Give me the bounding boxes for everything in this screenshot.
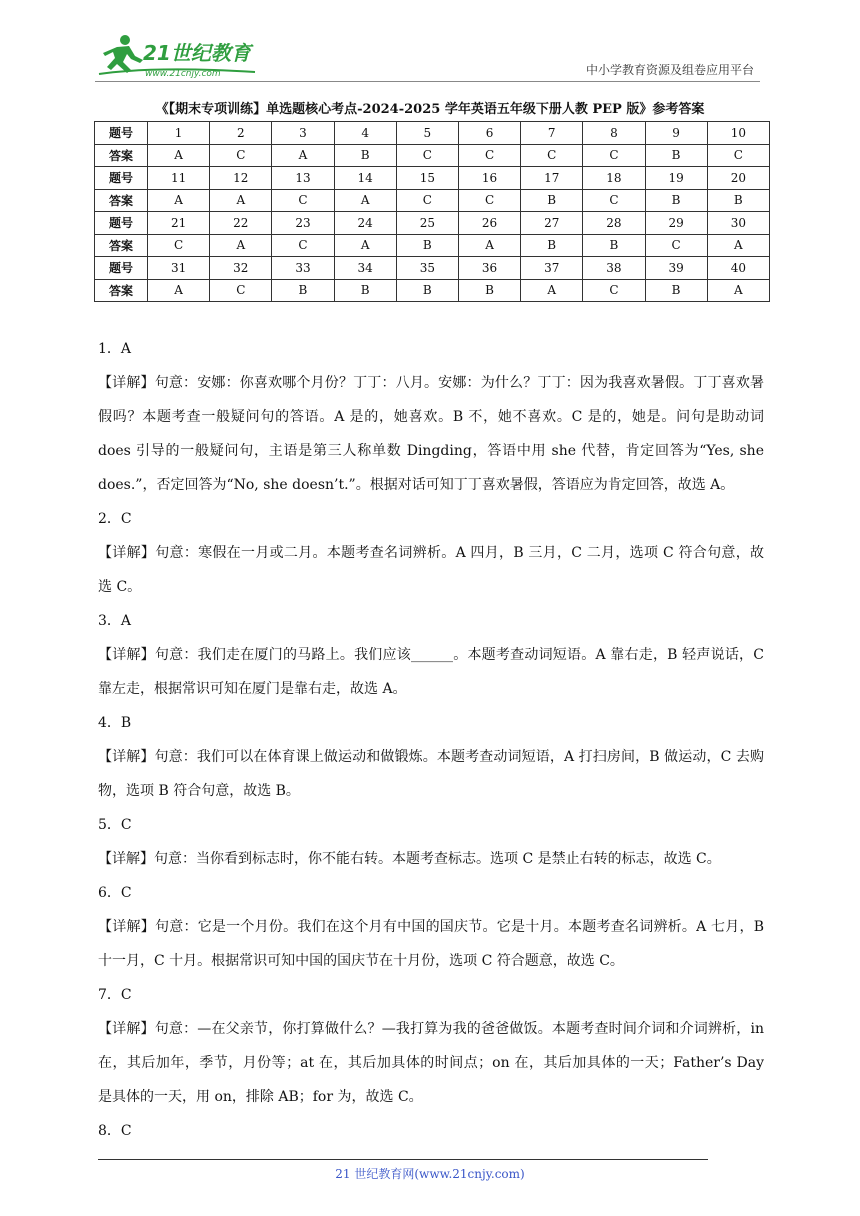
answer-cell: C bbox=[272, 234, 334, 257]
answer-cell: A bbox=[272, 144, 334, 167]
row-label: 答案 bbox=[95, 189, 148, 212]
question-number-cell: 24 bbox=[334, 212, 396, 235]
answer-cell: A bbox=[334, 189, 396, 212]
row-label: 答案 bbox=[95, 144, 148, 167]
answer-cell: C bbox=[521, 144, 583, 167]
question-number-cell: 13 bbox=[272, 167, 334, 190]
answer-cell: A bbox=[148, 144, 210, 167]
question-number-cell: 26 bbox=[458, 212, 520, 235]
answer-cell: C bbox=[272, 189, 334, 212]
question-number-cell: 6 bbox=[458, 122, 520, 145]
question-number-cell: 21 bbox=[148, 212, 210, 235]
explanations bbox=[98, 332, 764, 1148]
header-divider bbox=[95, 81, 760, 82]
question-answer-heading: 3．A bbox=[98, 613, 132, 629]
question-answer-heading: 7．C bbox=[98, 987, 132, 1003]
question-number-cell: 15 bbox=[396, 167, 458, 190]
answer-table bbox=[94, 121, 770, 302]
answer-cell: C bbox=[396, 189, 458, 212]
question-number-cell: 34 bbox=[334, 257, 396, 280]
row-label: 题号 bbox=[95, 212, 148, 235]
answer-cell: B bbox=[396, 234, 458, 257]
logo-21cnjy bbox=[95, 30, 265, 80]
answer-cell: A bbox=[707, 234, 769, 257]
answer-cell: C bbox=[583, 279, 645, 302]
answer-cell: B bbox=[521, 189, 583, 212]
answer-row bbox=[95, 144, 770, 167]
question-answer-heading: 1．A bbox=[98, 341, 132, 357]
question-number-cell: 17 bbox=[521, 167, 583, 190]
question-answer-heading: 4．B bbox=[98, 715, 132, 731]
question-number-cell: 12 bbox=[210, 167, 272, 190]
question-number-cell: 18 bbox=[583, 167, 645, 190]
answer-cell: C bbox=[458, 144, 520, 167]
question-number-row bbox=[95, 212, 770, 235]
row-label: 题号 bbox=[95, 167, 148, 190]
answer-cell: A bbox=[210, 189, 272, 212]
question-answer-heading: 6．C bbox=[98, 885, 132, 901]
question-number-cell: 2 bbox=[210, 122, 272, 145]
explanation-text: 【详解】句意：它是一个月份。我们在这个月有中国的国庆节。它是十月。本题考查名词辨析。A 七月，B 十一月，C 十月。根据常识可知中国的国庆节在十月份，选项 C 符合题意，故选 C。 bbox=[98, 919, 764, 969]
question-number-cell: 38 bbox=[583, 257, 645, 280]
document-title: 《【期末专项训练】单选题核心考点-2024-2025 学年英语五年级下册人教 PEP 版》参考答案 bbox=[155, 102, 705, 117]
answer-cell: C bbox=[458, 189, 520, 212]
question-number-cell: 37 bbox=[521, 257, 583, 280]
question-number-cell: 19 bbox=[645, 167, 707, 190]
answer-cell: B bbox=[334, 144, 396, 167]
row-label: 答案 bbox=[95, 279, 148, 302]
question-number-cell: 29 bbox=[645, 212, 707, 235]
question-number-row bbox=[95, 122, 770, 145]
question-number-cell: 14 bbox=[334, 167, 396, 190]
question-number-cell: 31 bbox=[148, 257, 210, 280]
svg-text:21世纪教育: 21世纪教育 bbox=[143, 41, 251, 65]
row-label: 题号 bbox=[95, 257, 148, 280]
answer-row bbox=[95, 279, 770, 302]
answer-cell: B bbox=[583, 234, 645, 257]
answer-cell: A bbox=[148, 279, 210, 302]
answer-cell: B bbox=[272, 279, 334, 302]
question-number-cell: 5 bbox=[396, 122, 458, 145]
answer-cell: A bbox=[210, 234, 272, 257]
question-number-cell: 22 bbox=[210, 212, 272, 235]
footer-link[interactable]: 21 世纪教育网(www.21cnjy.com) bbox=[335, 1167, 525, 1181]
explanation-text: 【详解】句意：寒假在一月或二月。本题考查名词辨析。A 四月，B 三月，C 二月，选项 C 符合句意，故选 C。 bbox=[98, 545, 764, 595]
question-number-cell: 9 bbox=[645, 122, 707, 145]
answer-cell: A bbox=[707, 279, 769, 302]
question-number-cell: 1 bbox=[148, 122, 210, 145]
answer-cell: B bbox=[396, 279, 458, 302]
explanation-text: 【详解】句意：当你看到标志时，你不能右转。本题考查标志。选项 C 是禁止右转的标志，故选 C。 bbox=[98, 851, 721, 867]
question-number-cell: 27 bbox=[521, 212, 583, 235]
explanation-text: 【详解】句意：我们可以在体育课上做运动和做锻炼。本题考查动词短语，A 打扫房间，B 做运动，C 去购物，选项 B 符合句意，故选 B。 bbox=[98, 749, 764, 799]
question-number-cell: 28 bbox=[583, 212, 645, 235]
explanation-text: 【详解】句意：—在父亲节，你打算做什么？—我打算为我的爸爸做饭。本题考查时间介词和介词辨析，in 在，其后加年，季节，月份等；at 在，其后加具体的时间点；on 在，其后加具体的一天；Father’s Day 是具体的一天，用 on，排除 AB；for 为，故选 C。 bbox=[98, 1021, 764, 1105]
explanation-text: 【详解】句意：我们走在厦门的马路上。我们应该______。本题考查动词短语。A 靠右走，B 轻声说话，C 靠左走，根据常识可知在厦门是靠右走，故选 A。 bbox=[98, 647, 764, 697]
answer-cell: C bbox=[583, 144, 645, 167]
answer-cell: B bbox=[458, 279, 520, 302]
question-number-cell: 35 bbox=[396, 257, 458, 280]
question-number-cell: 23 bbox=[272, 212, 334, 235]
question-number-cell: 4 bbox=[334, 122, 396, 145]
answer-cell: A bbox=[334, 234, 396, 257]
question-number-row bbox=[95, 167, 770, 190]
question-answer-heading: 5．C bbox=[98, 817, 132, 833]
footer-divider bbox=[98, 1159, 708, 1160]
question-answer-heading: 2．C bbox=[98, 511, 132, 527]
answer-cell: B bbox=[645, 144, 707, 167]
page-header bbox=[95, 30, 760, 82]
answer-cell: C bbox=[210, 279, 272, 302]
answer-row bbox=[95, 234, 770, 257]
question-number-row bbox=[95, 257, 770, 280]
row-label: 答案 bbox=[95, 234, 148, 257]
answer-cell: A bbox=[521, 279, 583, 302]
answer-cell: B bbox=[334, 279, 396, 302]
answer-cell: C bbox=[707, 144, 769, 167]
answer-cell: C bbox=[396, 144, 458, 167]
svg-text:www.21cnjy.com: www.21cnjy.com bbox=[145, 69, 221, 79]
answer-cell: A bbox=[458, 234, 520, 257]
question-number-cell: 16 bbox=[458, 167, 520, 190]
question-number-cell: 3 bbox=[272, 122, 334, 145]
answer-cell: C bbox=[583, 189, 645, 212]
answer-cell: B bbox=[645, 279, 707, 302]
question-number-cell: 36 bbox=[458, 257, 520, 280]
answer-cell: C bbox=[645, 234, 707, 257]
question-number-cell: 32 bbox=[210, 257, 272, 280]
question-number-cell: 33 bbox=[272, 257, 334, 280]
answer-cell: B bbox=[645, 189, 707, 212]
question-number-cell: 10 bbox=[707, 122, 769, 145]
answer-cell: C bbox=[210, 144, 272, 167]
explanation-text: 【详解】句意：安娜：你喜欢哪个月份？丁丁：八月。安娜：为什么？丁丁：因为我喜欢暑假。丁丁喜欢暑假吗？本题考查一般疑问句的答语。A 是的，她喜欢。B 不，她不喜欢。C 是的，她是。问句是助动词 does 引导的一般疑问句，主语是第三人称单数 Dingding，答语中用 she 代替，肯定回答为“Yes, she does.”，否定回答为“No, she doesn’t.”。根据对话可知丁丁喜欢暑假，答语应为肯定回答，故选 A。 bbox=[98, 375, 764, 493]
question-number-cell: 7 bbox=[521, 122, 583, 145]
question-number-cell: 11 bbox=[148, 167, 210, 190]
question-number-cell: 39 bbox=[645, 257, 707, 280]
answer-row bbox=[95, 189, 770, 212]
question-number-cell: 20 bbox=[707, 167, 769, 190]
answer-cell: A bbox=[148, 189, 210, 212]
question-number-cell: 40 bbox=[707, 257, 769, 280]
question-number-cell: 8 bbox=[583, 122, 645, 145]
row-label: 题号 bbox=[95, 122, 148, 145]
answer-cell: C bbox=[148, 234, 210, 257]
question-number-cell: 25 bbox=[396, 212, 458, 235]
answer-cell: B bbox=[521, 234, 583, 257]
platform-label: 中小学教育资源及组卷应用平台 bbox=[585, 63, 754, 77]
answer-cell: B bbox=[707, 189, 769, 212]
question-number-cell: 30 bbox=[707, 212, 769, 235]
question-answer-heading: 8．C bbox=[98, 1123, 132, 1139]
